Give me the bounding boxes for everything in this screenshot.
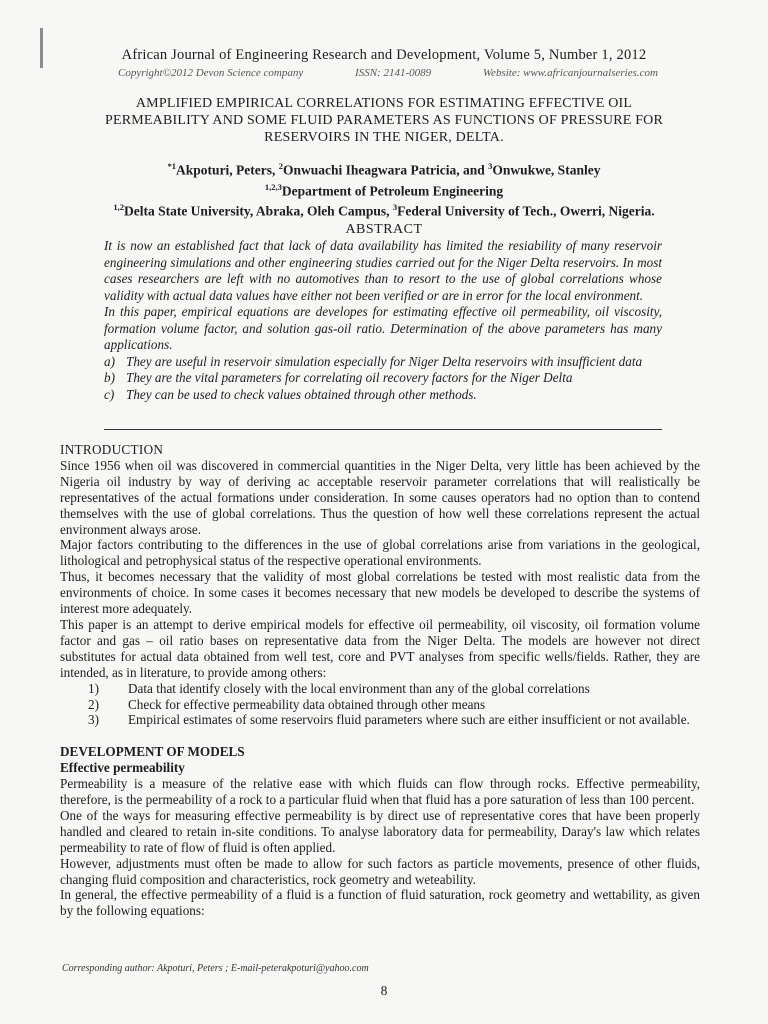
affiliation-1-sup: 1,2: [113, 202, 124, 212]
author-block: [0, 158, 768, 220]
introduction-heading: INTRODUCTION: [60, 442, 164, 457]
intro-paragraph-1: Since 1956 when oil was discovered in commercial quantities in the Niger Delta, very little has been achieved by the Nigeria oil industry by way of deriving ac acceptable reservoir parameter correlations that will realistically be representatives of the actual formations under consideration. In some causes operators had no option than to contend themselves with the use of global correlations. Thus the question of how well these correlations represent the actual environment always arose.: [60, 457, 700, 537]
affiliation-2: Federal University of Tech., Owerri, Nigeria.: [397, 203, 655, 219]
paper-title: [90, 95, 678, 146]
author-2-sup: 2: [278, 161, 284, 171]
affiliation-2-sup: 3: [392, 202, 398, 212]
corresponding-author-note: Corresponding author: Akpoturi, Peters ; E-mail-peterakpoturi@yahoo.com: [62, 963, 369, 974]
title-line-1: AMPLIFIED EMPIRICAL CORRELATIONS FOR ESTIMATING EFFECTIVE OIL: [135, 96, 633, 111]
department-line: [0, 179, 768, 200]
intro-paragraph-2: Major factors contributing to the differences in the use of global correlations arise from variations in the geological, lithological and petrophysical status of the respective operational environments.: [60, 537, 700, 569]
main-body: [60, 442, 700, 919]
author-3: Onwukwe, Stanley: [492, 162, 601, 178]
intro-list: [60, 681, 700, 729]
list-item: [88, 697, 700, 713]
list-item: [104, 354, 662, 371]
intro-paragraph-3: Thus, it becomes necessary that the validity of most global correlations be tested with most realistic data from the environments of choice. In some cases it becomes necessary that new models be developed to describe the systems of interest more adequately.: [60, 569, 700, 617]
journal-header: African Journal of Engineering Research and Development, Volume 5, Number 1, 2012: [121, 47, 647, 63]
copyright-text: Copyright©2012 Devon Science company: [118, 67, 304, 79]
affiliation-1: Delta State University, Abraka, Oleh Campus,: [123, 203, 393, 219]
section-spacer: [60, 728, 700, 744]
list-item-text: They are the vital parameters for correlating oil recovery factors for the Niger Delta: [126, 370, 573, 385]
list-item-label: a): [104, 353, 115, 369]
development-heading: DEVELOPMENT OF MODELS: [60, 744, 245, 760]
list-item-label: 1): [88, 680, 99, 696]
dev-paragraph-1: Permeability is a measure of the relative ease with which fluids can flow through rocks. Effective permeability, therefore, is the permeability of a rock to a particular fluid when that fluid has a pore saturation of less than 100 percent.: [60, 776, 700, 808]
abstract-body: [104, 238, 662, 403]
page-number: 8: [380, 983, 388, 998]
abstract-paragraph-2: In this paper, empirical equations are developes for estimating effective oil permeability, oil viscosity, formation volume factor, and solution gas-oil ratio. Determination of the above parameters has many applications.: [104, 304, 662, 352]
journal-subheader: [118, 67, 658, 79]
abstract-heading: ABSTRACT: [345, 222, 423, 237]
list-item-label: 3): [88, 712, 99, 728]
list-item-label: 2): [88, 696, 99, 712]
effective-permeability-heading: Effective permeability: [60, 760, 185, 776]
dev-paragraph-2: One of the ways for measuring effective permeability is by direct use of representative cores that have been properly handled and cleared to retain in-site conditions. To analyse laboratory data for permeability, Daray's law which relates permeability to rate of flow of fluid is often applied.: [60, 807, 700, 855]
list-item-text: Data that identify closely with the local environment than any of the global correlations: [128, 680, 590, 696]
list-item-label: c): [104, 386, 115, 402]
title-line-2: PERMEABILITY AND SOME FLUID PARAMETERS AS FUNCTIONS OF PRESSURE FOR: [104, 113, 664, 128]
dev-paragraph-3: However, adjustments must often be made to allow for such factors as particle movements, presence of other fluids, changing fluid composition and characteristics, rock geometry and weteability.: [60, 855, 700, 887]
abstract-divider: [104, 429, 662, 430]
issn-text: ISSN: 2141-0089: [355, 67, 432, 79]
list-item: [104, 370, 662, 387]
list-item-text: They are useful in reservoir simulation especially for Niger Delta reservoirs with insufficient data: [126, 353, 643, 369]
author-2: Onwuachi Iheagwara Patricia, and: [283, 162, 489, 178]
dev-paragraph-4: In general, the effective permeability of a fluid is a function of fluid saturation, rock geometry and wettability, as given by the following equations:: [60, 887, 700, 919]
list-item-label: b): [104, 370, 115, 385]
list-item: [88, 681, 700, 697]
list-item: [88, 712, 700, 728]
author-1: Akpoturi, Peters,: [176, 162, 279, 178]
author-names: [0, 158, 768, 179]
author-1-sup: *1: [167, 161, 177, 171]
author-3-sup: 3: [488, 161, 493, 171]
list-item: [104, 387, 662, 404]
department: Department of Petroleum Engineering: [281, 183, 504, 198]
affiliation-line: [0, 199, 768, 220]
list-item-text: Empirical estimates of some reservoirs fluid parameters where such are either insufficient or not available.: [128, 712, 690, 728]
list-item-text: They can be used to check values obtained through other methods.: [126, 386, 477, 402]
abstract-list: [104, 354, 662, 404]
list-item-text: Check for effective permeability data obtained through other means: [128, 696, 486, 712]
website-text: Website: www.africanjournalseries.com: [482, 67, 658, 79]
title-line-3: RESERVOIRS IN THE NIGER, DELTA.: [264, 130, 504, 145]
intro-paragraph-4: This paper is an attempt to derive empirical models for effective oil permeability, oil viscosity, oil formation volume factor and gas – oil ratio bases on representative data from the Niger Delta. The models are however not direct substitutes for actual data obtained from well test, core and PVT analyses from specific wells/fields. Rather, they are intended, as in literature, to provide among others:: [60, 616, 700, 680]
department-sup: 1,2,3: [264, 181, 282, 192]
abstract-paragraph-1: It is now an established fact that lack of data availability has limited the resiability of many reservoir engineering simulations and other engineering studies carried out for the Niger Delta reservoirs. In most cases researchers are left with no automotives than to resort to the use of global correlations whose validity with actual data values have either not been verified or are in error for the local environment.: [104, 238, 662, 303]
